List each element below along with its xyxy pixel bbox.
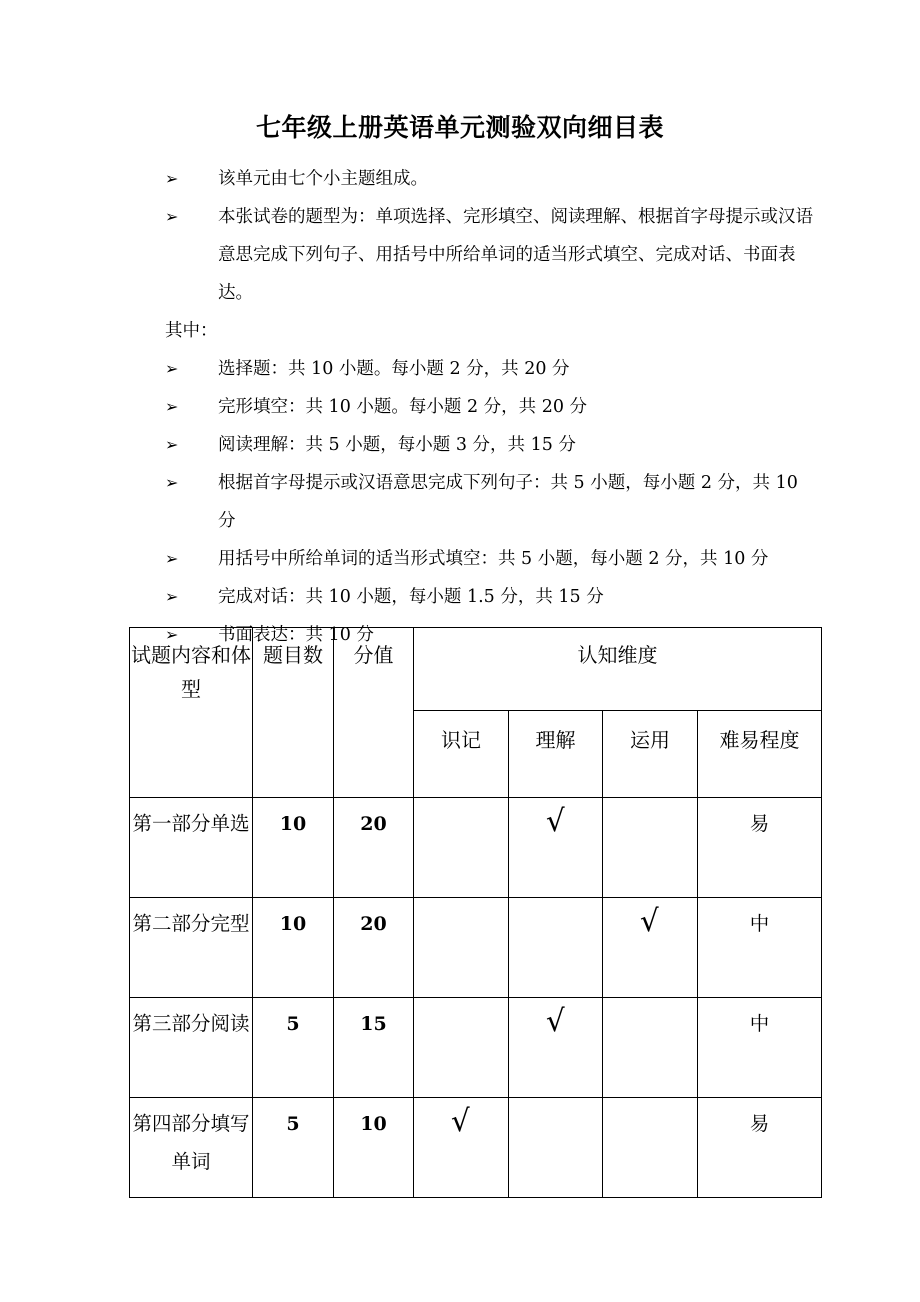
specification-table — [129, 627, 822, 1198]
row-2-understand — [509, 898, 603, 998]
bullet-arrow-icon: ➢ — [165, 587, 179, 606]
breakdown-item-6-text: 完成对话：共 10 小题，每小题 1.5 分，共 15 分 — [218, 587, 604, 607]
row-1-apply — [603, 798, 698, 898]
breakdown-item-5-text: 用括号中所给单词的适当形式填空：共 5 小题，每小题 2 分，共 10 分 — [218, 549, 769, 569]
check-icon: √ — [545, 1003, 566, 1040]
breakdown-item-5 — [165, 540, 815, 578]
bullet-arrow-icon: ➢ — [165, 169, 179, 188]
breakdown-item-4 — [165, 464, 815, 540]
breakdown-item-1-text: 选择题：共 10 小题。每小题 2 分，共 20 分 — [218, 359, 570, 379]
lead-in-text: 其中： — [165, 321, 218, 341]
breakdown-item-2-text: 完形填空：共 10 小题。每小题 2 分，共 20 分 — [218, 397, 588, 417]
intro-bullet-2-text: 本张试卷的题型为：单项选择、完形填空、阅读理解、根据首字母提示或汉语意思完成下列句子、用括号中所给单词的适当形式填空、完成对话、书面表达。 — [218, 207, 813, 303]
table-header-row-1 — [130, 628, 822, 711]
row-3-know — [414, 998, 509, 1098]
bullet-arrow-icon: ➢ — [165, 549, 179, 568]
row-3-apply — [603, 998, 698, 1098]
bullet-arrow-icon: ➢ — [165, 625, 179, 644]
intro-section — [165, 160, 815, 654]
header-cell-content: 试题内容和体型 — [130, 628, 253, 798]
breakdown-item-3 — [165, 426, 815, 464]
row-3-score: 15 — [334, 998, 414, 1098]
row-1-content: 第一部分单选 — [130, 798, 253, 898]
row-1-understand — [509, 798, 603, 898]
row-4-content: 第四部分填写单词 — [130, 1098, 253, 1198]
header-cell-difficulty: 难易程度 — [698, 711, 822, 798]
table-row — [130, 798, 822, 898]
row-1-difficulty: 易 — [698, 798, 822, 898]
header-cell-apply: 运用 — [603, 711, 698, 798]
table-row — [130, 998, 822, 1098]
row-1-know — [414, 798, 509, 898]
row-4-score: 10 — [334, 1098, 414, 1198]
table-row — [130, 898, 822, 998]
row-4-difficulty: 易 — [698, 1098, 822, 1198]
header-cell-score: 分值 — [334, 628, 414, 798]
row-1-count: 10 — [253, 798, 334, 898]
header-cell-know: 识记 — [414, 711, 509, 798]
row-4-apply — [603, 1098, 698, 1198]
row-2-apply — [603, 898, 698, 998]
bullet-arrow-icon: ➢ — [165, 207, 179, 226]
row-2-count: 10 — [253, 898, 334, 998]
header-cell-understand: 理解 — [509, 711, 603, 798]
breakdown-item-6 — [165, 578, 815, 616]
bullet-arrow-icon: ➢ — [165, 359, 179, 378]
check-icon: √ — [639, 903, 661, 940]
row-3-understand — [509, 998, 603, 1098]
intro-bullet-1-text: 该单元由七个小主题组成。 — [218, 169, 428, 189]
header-cell-dimension-group: 认知维度 — [414, 628, 822, 711]
row-2-difficulty: 中 — [698, 898, 822, 998]
row-4-count: 5 — [253, 1098, 334, 1198]
row-4-know — [414, 1098, 509, 1198]
breakdown-item-3-text: 阅读理解：共 5 小题，每小题 3 分，共 15 分 — [218, 435, 576, 455]
check-icon: √ — [545, 803, 566, 840]
row-2-content: 第二部分完型 — [130, 898, 253, 998]
row-3-content: 第三部分阅读 — [130, 998, 253, 1098]
breakdown-item-4-text: 根据首字母提示或汉语意思完成下列句子：共 5 小题，每小题 2 分，共 10 分 — [218, 473, 798, 531]
row-4-understand — [509, 1098, 603, 1198]
row-2-score: 20 — [334, 898, 414, 998]
row-2-know — [414, 898, 509, 998]
breakdown-item-7-text: 书面表达：共 10 分 — [218, 625, 374, 645]
row-3-count: 5 — [253, 998, 334, 1098]
intro-bullet-1 — [165, 160, 815, 198]
breakdown-item-2 — [165, 388, 815, 426]
bullet-arrow-icon: ➢ — [165, 473, 179, 492]
table-row — [130, 1098, 822, 1198]
row-3-difficulty: 中 — [698, 998, 822, 1098]
header-cell-count: 题目数 — [253, 628, 334, 798]
bullet-arrow-icon: ➢ — [165, 397, 179, 416]
page-title: 七年级上册英语单元测验双向细目表 — [255, 113, 664, 142]
breakdown-item-1 — [165, 350, 815, 388]
row-1-score: 20 — [334, 798, 414, 898]
check-icon: √ — [450, 1103, 472, 1140]
bullet-arrow-icon: ➢ — [165, 435, 179, 454]
intro-bullet-2 — [165, 198, 815, 312]
